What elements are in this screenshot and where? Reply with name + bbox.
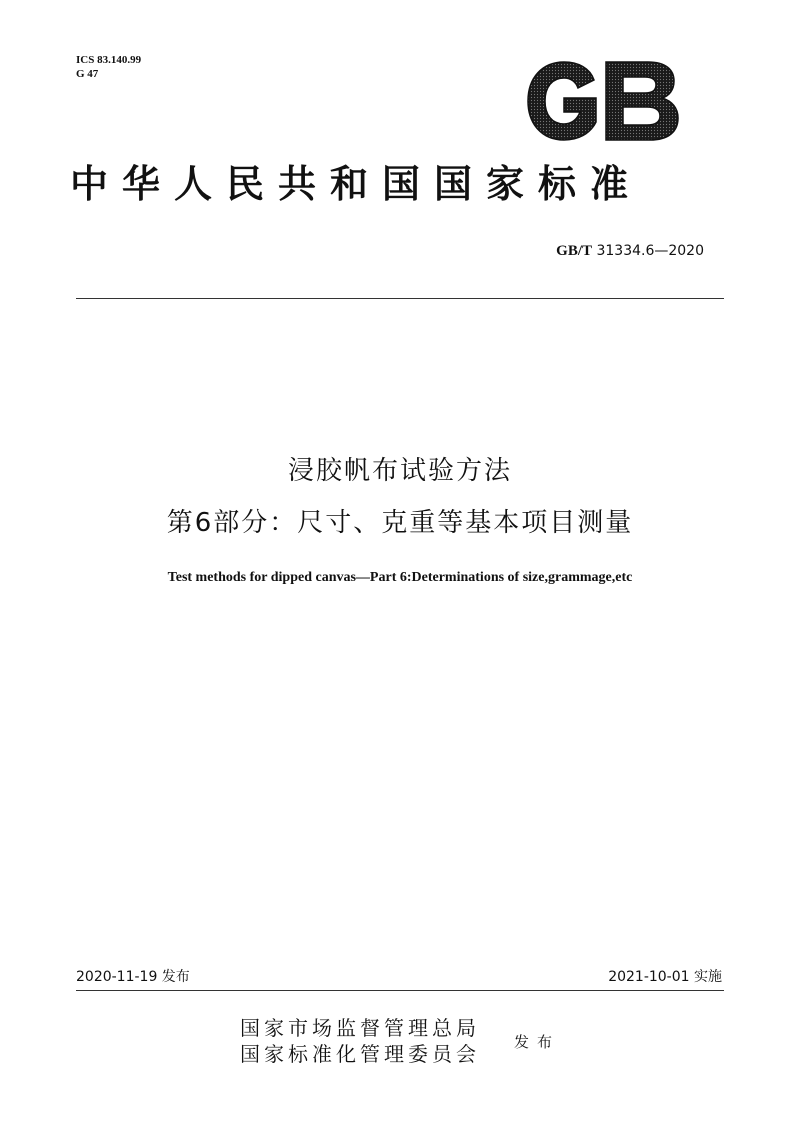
national-standard-title: 中华人民共和国国家标准: [70, 161, 643, 206]
gb-logo-icon: [524, 60, 680, 142]
bottom-divider: [76, 990, 724, 991]
standard-number: [556, 243, 704, 260]
standard-code: 31334.6—2020: [596, 243, 704, 259]
publish-label: 发布: [514, 1033, 561, 1051]
chinese-title-line2: 第6部分：尺寸、克重等基本项目测量: [166, 508, 634, 538]
top-divider: [76, 298, 724, 299]
ccs-code: G 47: [76, 68, 99, 80]
standard-prefix: GB/T: [556, 243, 593, 259]
ics-code: ICS 83.140.99: [76, 54, 142, 66]
issuer-line2: 国家标准化管理委员会: [240, 1042, 480, 1066]
issue-date: 2020-11-19 发布: [76, 969, 190, 985]
implementation-date: 2021-10-01 实施: [608, 969, 722, 985]
english-title: Test methods for dipped canvas—Part 6:Determinations of size,grammage,etc: [167, 570, 633, 585]
chinese-title-line1: 浸胶帆布试验方法: [287, 456, 512, 486]
classification-codes: [76, 53, 141, 81]
issuer-line1: 国家市场监督管理总局: [240, 1016, 480, 1040]
